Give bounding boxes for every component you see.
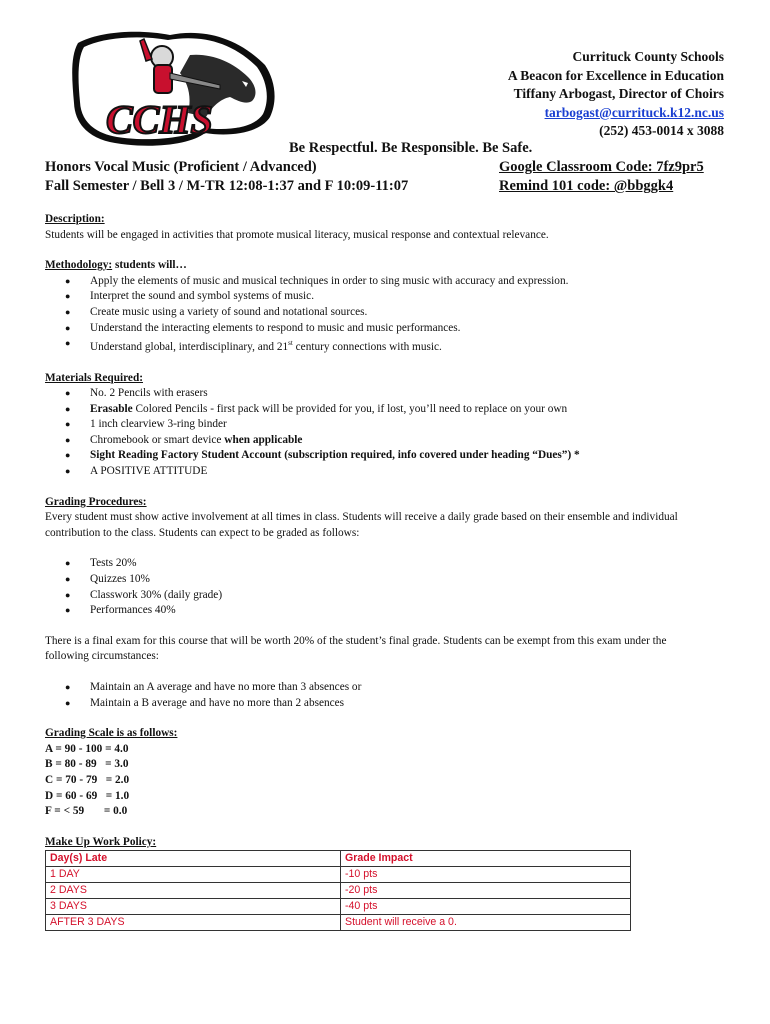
list-item: ● Understand the interacting elements to respond to music and music performances.: [45, 321, 705, 337]
table-cell: Student will receive a 0.: [341, 915, 631, 931]
course-info: [45, 158, 408, 196]
syllabus-content: [45, 212, 705, 931]
makeup-table: [45, 850, 631, 931]
list-item: ● A POSITIVE ATTITUDE: [45, 464, 705, 480]
google-classroom-code[interactable]: Google Classroom Code: 7fz9pr5: [499, 159, 704, 175]
grading-title: Grading Procedures:: [45, 495, 147, 508]
list-item: ● Maintain a B average and have no more than 2 absences: [45, 696, 705, 712]
motto: Be Respectful. Be Responsible. Be Safe.: [289, 140, 533, 156]
course-title: Honors Vocal Music (Proficient / Advanced): [45, 159, 317, 175]
list-item: ● Erasable Colored Pencils - first pack will be provided for you, if lost, you’ll need to replace on your own: [45, 402, 705, 418]
school-logo: [70, 25, 280, 150]
email-link[interactable]: tarbogast@currituck.k12.nc.us: [544, 104, 724, 120]
table-cell: 2 DAYS: [46, 883, 341, 899]
scale-row: B = 80 - 89 = 3.0: [45, 758, 129, 771]
exempt-list: [45, 680, 705, 711]
methodology-subtitle: students will…: [112, 259, 187, 272]
list-item: ● Understand global, interdisciplinary, and 21st century connections with music.: [45, 336, 705, 355]
table-cell: 1 DAY: [46, 867, 341, 883]
logo-text: CCHS: [106, 97, 213, 142]
table-cell: AFTER 3 DAYS: [46, 915, 341, 931]
table-cell: -20 pts: [341, 883, 631, 899]
scale-row: D = 60 - 69 = 1.0: [45, 789, 130, 802]
list-item: ● Apply the elements of music and musical techniques in order to sing music with accuracy and expression.: [45, 274, 705, 290]
list-item: ● No. 2 Pencils with erasers: [45, 386, 705, 402]
list-item: ● Chromebook or smart device when applicable: [45, 433, 705, 449]
makeup-title: Make Up Work Policy:: [45, 835, 157, 848]
list-item: ● 1 inch clearview 3-ring binder: [45, 417, 705, 433]
list-item: ● Classwork 30% (daily grade): [45, 588, 705, 604]
list-item: ● Interpret the sound and symbol systems of music.: [45, 289, 705, 305]
table-cell: -40 pts: [341, 899, 631, 915]
list-item: ● Sight Reading Factory Student Account (subscription required, info covered under heading “Dues”) *: [45, 448, 705, 464]
table-row: [46, 867, 631, 883]
table-cell: -10 pts: [341, 867, 631, 883]
scale-title: Grading Scale is as follows:: [45, 727, 178, 740]
grading-list: [45, 556, 705, 618]
school-name: Currituck County Schools: [572, 49, 724, 64]
scale-row: F = < 59 = 0.0: [45, 805, 128, 818]
table-cell: 3 DAYS: [46, 899, 341, 915]
methodology-heading: [45, 258, 705, 274]
list-item: ● Performances 40%: [45, 603, 705, 619]
methodology-list: [45, 274, 705, 356]
materials-title: Materials Required:: [45, 371, 143, 384]
table-row: [46, 899, 631, 915]
phone-number: (252) 453-0014 x 3088: [599, 123, 724, 138]
methodology-title: Methodology:: [45, 259, 113, 272]
table-row: [46, 883, 631, 899]
description-text: Students will be engaged in activities that promote musical literacy, musical response and contextual relevance.: [45, 228, 549, 241]
description-title: Description:: [45, 213, 105, 225]
list-item: ● Create music using a variety of sound and notational sources.: [45, 305, 705, 321]
materials-list: [45, 386, 705, 480]
table-header-cell: Day(s) Late: [46, 851, 341, 867]
director-name: Tiffany Arbogast, Director of Choirs: [513, 86, 724, 101]
list-item: ● Tests 20%: [45, 556, 705, 572]
class-codes: [499, 158, 704, 196]
knight-logo-icon: [70, 25, 280, 150]
table-header-cell: Grade Impact: [341, 851, 631, 867]
remind-code[interactable]: Remind 101 code: @bbggk4: [499, 178, 674, 194]
table-row: [46, 915, 631, 931]
scale-row: C = 70 - 79 = 2.0: [45, 773, 130, 786]
school-info: [508, 48, 724, 141]
grading-text: Every student must show active involvement at all times in class. Students will receive a daily grade based on their ensemble and individual contribution to the class. Students can expect to be graded as follows:: [45, 511, 678, 539]
list-item: ● Maintain an A average and have no more than 3 absences or: [45, 680, 705, 696]
table-header-row: [46, 851, 631, 867]
course-schedule: Fall Semester / Bell 3 / M-TR 12:08-1:37 and F 10:09-11:07: [45, 178, 409, 194]
list-item: ● Quizzes 10%: [45, 572, 705, 588]
exam-text: There is a final exam for this course that will be worth 20% of the student’s final grade. Students can be exempt from this exam under the following circumstances:: [45, 634, 667, 663]
scale-row: A = 90 - 100 = 4.0: [45, 742, 129, 755]
school-slogan: A Beacon for Excellence in Education: [507, 67, 724, 83]
